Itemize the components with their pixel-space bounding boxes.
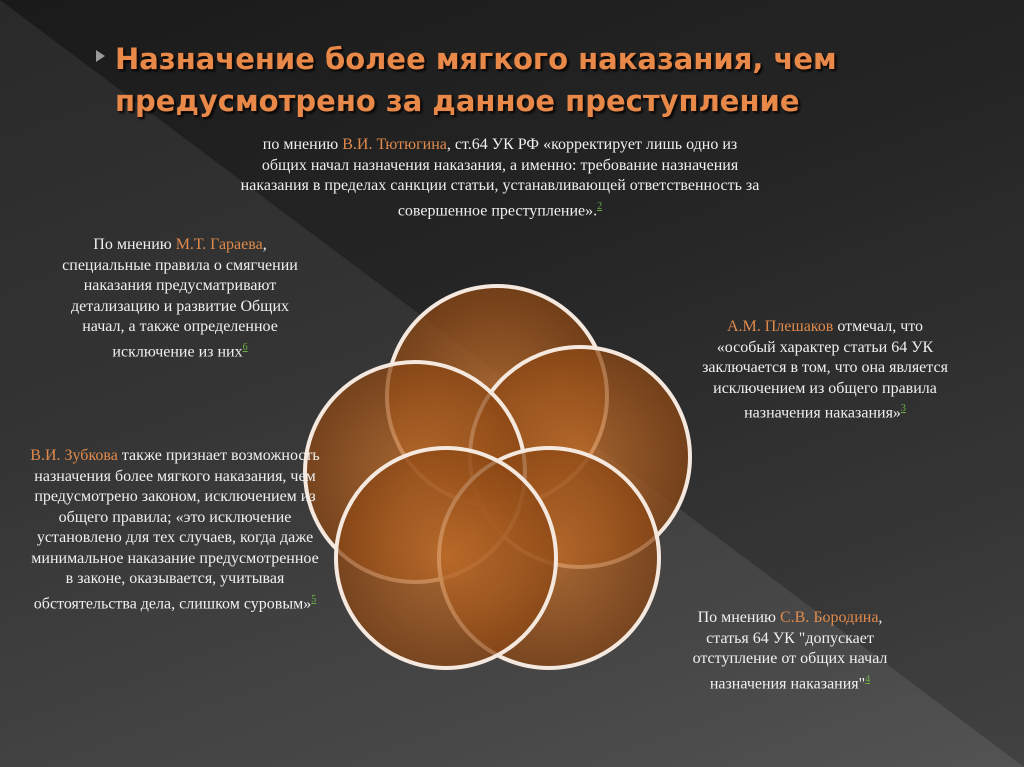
quote-right-lower-ref-link[interactable]: 4 bbox=[865, 673, 871, 685]
quote-left-upper bbox=[60, 235, 300, 362]
quote-left-lower-author: В.И. Зубкова bbox=[30, 447, 118, 464]
quote-right-upper-author: А.М. Плешаков bbox=[726, 318, 834, 335]
quote-right-lower-text: , статья 64 УК "допускает отступление от общих начал назначения наказания" bbox=[692, 609, 888, 692]
quote-left-lower bbox=[30, 446, 320, 614]
quote-right-upper bbox=[700, 317, 950, 424]
quote-left-upper-prefix: По мнению bbox=[93, 236, 176, 253]
quote-right-upper-text: отмечал, что «особый характер статьи 64 УК заключается в том, что она является исключением из общего правила назначения наказания» bbox=[702, 318, 948, 422]
page-title: Назначение более мягкого наказания, чем предусмотрено за данное преступление bbox=[115, 42, 837, 118]
quote-top-text: , ст.64 УК РФ «корректирует лишь одно из общих начал назначения наказания, а именно: требование назначения наказания в пределах санкции статьи, устанавливающей ответственность за совершенное преступление». bbox=[240, 136, 760, 219]
quote-left-upper-author: М.Т. Гараева bbox=[175, 236, 263, 253]
quote-right-lower-author: С.В. Бородина bbox=[779, 609, 879, 626]
quote-left-lower-ref-link[interactable]: 5 bbox=[311, 593, 317, 605]
quote-left-upper-ref-link[interactable]: 6 bbox=[242, 341, 248, 353]
venn-circle-bottom-left bbox=[336, 448, 556, 668]
quote-top-ref-link[interactable]: 2 bbox=[597, 200, 603, 212]
quote-right-upper-ref-link[interactable]: 3 bbox=[900, 403, 906, 414]
quote-top-prefix: по мнению bbox=[262, 136, 343, 153]
quote-right-lower bbox=[680, 608, 900, 694]
quote-right-lower-prefix: По мнению bbox=[697, 609, 780, 626]
quote-top-author: В.И. Тютюгина bbox=[342, 136, 447, 153]
quote-top bbox=[240, 135, 760, 221]
quote-left-upper-text: , специальные правила о смягчении наказания предусматривают детализацию и развитие Общих начал, а также определенное исключение из них bbox=[62, 236, 298, 360]
quote-left-lower-text: также признает возможность назначения более мягкого наказания, чем предусмотрено законом, исключением из общего правила; «это исключение установлено для тех случаев, когда даже минимальное наказание предусмотренное в законе, оказывается, учитывая обстоятельства дела, слишком суровым» bbox=[31, 447, 320, 612]
